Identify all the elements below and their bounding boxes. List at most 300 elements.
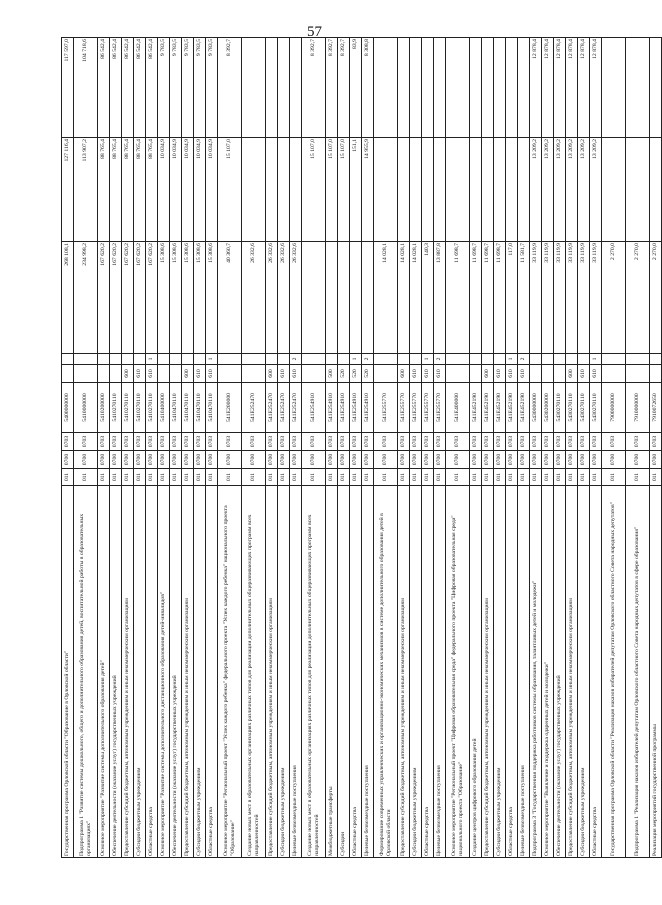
subsection-code-cell: 0703 (110, 433, 122, 451)
source-code-cell (122, 354, 134, 365)
ministry-code-cell: 011 (74, 469, 98, 486)
ministry-code-cell: 011 (398, 469, 410, 486)
subsection-code-cell: 0703 (494, 433, 506, 451)
item-name-cell: Предоставление субсидий бюджетным, автономным учреждениям и иным некоммерческим организациям (266, 486, 278, 858)
amount-2020-cell: 2 270,0 (626, 242, 650, 354)
expense-type-code-cell: 600 (482, 365, 494, 383)
ministry-code-cell: 011 (122, 469, 134, 486)
expense-type-code-cell (302, 365, 326, 383)
item-name-cell: Основное мероприятие "Выявление и поддержка одаренных детей и молодежи" (542, 486, 554, 858)
ministry-code-cell: 011 (518, 469, 530, 486)
table-row (578, 38, 590, 858)
amount-2020-cell: 11 698,7 (470, 242, 482, 354)
expense-type-code-cell (62, 365, 74, 383)
item-name-cell: Межбюджетные трансферты (326, 486, 338, 858)
target-article-code-cell: 7910072650 (650, 383, 662, 433)
amount-2022-cell: 86 542,4 (98, 38, 110, 138)
target-article-code-cell: 541E255770 (410, 383, 422, 433)
subsection-code-cell: 0703 (338, 433, 350, 451)
amount-2020-cell: 167 620,2 (98, 242, 110, 354)
ministry-code-cell: 011 (542, 469, 554, 486)
expense-type-code-cell: 600 (398, 365, 410, 383)
source-code-cell: 2 (290, 354, 302, 365)
section-code-cell: 0700 (206, 451, 218, 469)
amount-2021-cell (506, 138, 518, 242)
table-row (482, 38, 494, 858)
subsection-code-cell: 0703 (530, 433, 542, 451)
item-name-cell: Областные средства (206, 486, 218, 858)
target-article-code-cell: 541E452190 (470, 383, 482, 433)
amount-2020-cell: 33 119,9 (530, 242, 542, 354)
section-code-cell: 0700 (218, 451, 242, 469)
section-code-cell: 0700 (410, 451, 422, 469)
amount-2021-cell: 13 209,2 (554, 138, 566, 242)
table-row (146, 38, 158, 858)
amount-2021-cell: 15 107,0 (326, 138, 338, 242)
amount-2022-cell: 86 542,4 (146, 38, 158, 138)
amount-2020-cell: 117,0 (506, 242, 518, 354)
table-row (110, 38, 122, 858)
ministry-code-cell: 011 (590, 469, 602, 486)
source-code-cell (398, 354, 410, 365)
item-name-cell: Субсидии (338, 486, 350, 858)
source-code-cell (470, 354, 482, 365)
target-article-code-cell: 5430000000 (530, 383, 542, 433)
target-article-code-cell: 5410470110 (194, 383, 206, 433)
ministry-code-cell: 011 (278, 469, 290, 486)
amount-2022-cell (506, 38, 518, 138)
table-row (626, 38, 650, 858)
section-code-cell: 0700 (626, 451, 650, 469)
subsection-code-cell: 0703 (602, 433, 626, 451)
amount-2022-cell (410, 38, 422, 138)
table-row (158, 38, 170, 858)
table-row (278, 38, 290, 858)
ministry-code-cell: 011 (266, 469, 278, 486)
subsection-code-cell: 0703 (182, 433, 194, 451)
subsection-code-cell: 0703 (362, 433, 374, 451)
amount-2021-cell: 151,1 (350, 138, 362, 242)
amount-2020-cell: 167 620,2 (134, 242, 146, 354)
section-code-cell: 0700 (326, 451, 338, 469)
amount-2021-cell: 88 765,4 (146, 138, 158, 242)
item-name-cell: Обеспечение деятельности (оказание услуг) государственных учреждений (170, 486, 182, 858)
section-code-cell: 0700 (578, 451, 590, 469)
table-row (566, 38, 578, 858)
amount-2020-cell: 33 119,9 (566, 242, 578, 354)
expense-type-code-cell (74, 365, 98, 383)
amount-2020-cell (326, 242, 338, 354)
expense-type-code-cell (374, 365, 398, 383)
expense-type-code-cell: 610 (278, 365, 290, 383)
amount-2020-cell: 14 028,1 (374, 242, 398, 354)
table-row (326, 38, 338, 858)
ministry-code-cell: 011 (566, 469, 578, 486)
ministry-code-cell: 011 (410, 469, 422, 486)
table-row (602, 38, 626, 858)
target-article-code-cell: 5400000000 (62, 383, 74, 433)
section-code-cell: 0700 (494, 451, 506, 469)
item-name-cell: Целевые безвозмездные поступления (518, 486, 530, 858)
amount-2022-cell (374, 38, 398, 138)
amount-2022-cell: 9 783,5 (206, 38, 218, 138)
expense-type-code-cell: 610 (434, 365, 446, 383)
item-name-cell: Подпрограмма 1 "Развитие системы дошкольного, общего и дополнительного образования детей, воспитательной работы в образовательных организациях" (74, 486, 98, 858)
section-code-cell: 0700 (110, 451, 122, 469)
amount-2021-cell (494, 138, 506, 242)
expense-type-code-cell (170, 365, 182, 383)
amount-2020-cell: 11 698,7 (494, 242, 506, 354)
subsection-code-cell: 0703 (446, 433, 470, 451)
amount-2021-cell (446, 138, 470, 242)
section-code-cell: 0700 (530, 451, 542, 469)
subsection-code-cell: 0703 (158, 433, 170, 451)
amount-2020-cell: 15 308,6 (194, 242, 206, 354)
amount-2021-cell: 113 907,2 (74, 138, 98, 242)
amount-2022-cell (278, 38, 290, 138)
amount-2020-cell: 26 332,6 (290, 242, 302, 354)
expense-type-code-cell (542, 365, 554, 383)
amount-2021-cell: 14 955,9 (362, 138, 374, 242)
amount-2020-cell (350, 242, 362, 354)
amount-2021-cell (290, 138, 302, 242)
amount-2020-cell: 167 620,2 (110, 242, 122, 354)
ministry-code-cell: 011 (626, 469, 650, 486)
section-code-cell: 0700 (98, 451, 110, 469)
target-article-code-cell: 541E255770 (422, 383, 434, 433)
ministry-code-cell: 011 (218, 469, 242, 486)
section-code-cell: 0700 (398, 451, 410, 469)
subsection-code-cell: 0703 (422, 433, 434, 451)
amount-2021-cell: 13 209,2 (566, 138, 578, 242)
target-article-code-cell: 5430270110 (578, 383, 590, 433)
amount-2022-cell (494, 38, 506, 138)
source-code-cell (302, 354, 326, 365)
amount-2021-cell: 13 209,2 (530, 138, 542, 242)
subsection-code-cell: 0703 (350, 433, 362, 451)
table-row (542, 38, 554, 858)
expense-type-code-cell (554, 365, 566, 383)
expense-type-code-cell (242, 365, 266, 383)
amount-2021-cell: 10 034,9 (170, 138, 182, 242)
amount-2021-cell: 13 209,2 (578, 138, 590, 242)
amount-2020-cell: 26 332,6 (242, 242, 266, 354)
source-code-cell (326, 354, 338, 365)
item-name-cell: Предоставление субсидий бюджетным, автономным учреждениям и иным некоммерческим организациям (566, 486, 578, 858)
source-code-cell (338, 354, 350, 365)
source-code-cell (530, 354, 542, 365)
item-name-cell: Субсидии бюджетным учреждениям (134, 486, 146, 858)
amount-2022-cell (446, 38, 470, 138)
item-name-cell: Предоставление субсидий бюджетным, автономным учреждениям и иным некоммерческим организациям (122, 486, 134, 858)
ministry-code-cell: 011 (326, 469, 338, 486)
target-article-code-cell: 5410270110 (134, 383, 146, 433)
expense-type-code-cell: 610 (578, 365, 590, 383)
amount-2020-cell: 26 332,6 (278, 242, 290, 354)
subsection-code-cell: 0703 (470, 433, 482, 451)
item-name-cell: Обеспечение деятельности (оказание услуг) государственных учреждений (554, 486, 566, 858)
amount-2022-cell (482, 38, 494, 138)
subsection-code-cell: 0703 (62, 433, 74, 451)
section-code-cell: 0700 (518, 451, 530, 469)
amount-2022-cell: 117 597,0 (62, 38, 74, 138)
table-row (494, 38, 506, 858)
expense-type-code-cell: 520 (338, 365, 350, 383)
section-code-cell: 0700 (158, 451, 170, 469)
amount-2022-cell: 12 878,4 (554, 38, 566, 138)
table-row (194, 38, 206, 858)
amount-2022-cell: 12 878,4 (542, 38, 554, 138)
amount-2021-cell: 10 034,9 (206, 138, 218, 242)
expense-type-code-cell (602, 365, 626, 383)
section-code-cell: 0700 (266, 451, 278, 469)
amount-2021-cell: 13 209,2 (542, 138, 554, 242)
expense-type-code-cell: 610 (518, 365, 530, 383)
ministry-code-cell: 011 (530, 469, 542, 486)
section-code-cell: 0700 (338, 451, 350, 469)
table-row (422, 38, 434, 858)
source-code-cell (194, 354, 206, 365)
amount-2020-cell: 11 698,7 (446, 242, 470, 354)
ministry-code-cell: 011 (158, 469, 170, 486)
amount-2022-cell (242, 38, 266, 138)
table-row (350, 38, 362, 858)
table-row (98, 38, 110, 858)
ministry-code-cell: 011 (194, 469, 206, 486)
subsection-code-cell: 0703 (626, 433, 650, 451)
item-name-cell: Основное мероприятие "Развитие системы дополнительного образования детей" (98, 486, 110, 858)
page-number: 57 (307, 24, 322, 40)
amount-2022-cell (650, 38, 662, 138)
ministry-code-cell: 011 (362, 469, 374, 486)
table-row (410, 38, 422, 858)
item-name-cell: Субсидии бюджетным учреждениям (194, 486, 206, 858)
table-row (266, 38, 278, 858)
subsection-code-cell: 0703 (506, 433, 518, 451)
budget-table-container (61, 38, 659, 858)
expense-type-code-cell (218, 365, 242, 383)
item-name-cell: Подпрограмма 3 "Государственная поддержка работников системы образования, талантливых детей и молодежи" (530, 486, 542, 858)
amount-2021-cell: 127 116,4 (62, 138, 74, 242)
amount-2021-cell: 15 107,0 (302, 138, 326, 242)
amount-2020-cell: 11 581,7 (518, 242, 530, 354)
expense-type-code-cell: 520 (350, 365, 362, 383)
item-name-cell: Государственная программа Орловской области "Реализация наказов избирателей депутатам Орловского областного Совета народных депутатов" (602, 486, 626, 858)
table-row (374, 38, 398, 858)
amount-2020-cell: 268 108,1 (62, 242, 74, 354)
item-name-cell: Основное мероприятие "Развитие системы дополнительного дистанционного образования детей-инвалидов" (158, 486, 170, 858)
table-row (650, 38, 662, 858)
section-code-cell: 0700 (278, 451, 290, 469)
table-row (170, 38, 182, 858)
expense-type-code-cell: 610 (206, 365, 218, 383)
subsection-code-cell: 0703 (482, 433, 494, 451)
expense-type-code-cell: 520 (362, 365, 374, 383)
section-code-cell: 0700 (554, 451, 566, 469)
source-code-cell (542, 354, 554, 365)
amount-2020-cell: 15 308,6 (182, 242, 194, 354)
section-code-cell: 0700 (650, 451, 662, 469)
target-article-code-cell: 5410000000 (74, 383, 98, 433)
amount-2021-cell: 15 107,0 (218, 138, 242, 242)
item-name-cell: Предоставление субсидий бюджетным, автономным учреждениям и иным некоммерческим организациям (482, 486, 494, 858)
table-row (518, 38, 530, 858)
item-name-cell: Формирование современных управленческих и организационно-экономических механизмов в системе дополнительного образования детей в Орловской области (374, 486, 398, 858)
subsection-code-cell: 0703 (134, 433, 146, 451)
table-row (506, 38, 518, 858)
amount-2020-cell: 167 620,2 (146, 242, 158, 354)
source-code-cell (374, 354, 398, 365)
source-code-cell: 2 (362, 354, 374, 365)
amount-2020-cell (338, 242, 350, 354)
item-name-cell: Предоставление субсидий бюджетным, автономным учреждениям и иным некоммерческим организациям (182, 486, 194, 858)
item-name-cell: Целевые безвозмездные поступления (290, 486, 302, 858)
amount-2022-cell: 104 718,6 (74, 38, 98, 138)
source-code-cell (446, 354, 470, 365)
amount-2022-cell: 8 392,7 (218, 38, 242, 138)
target-article-code-cell: 541E255770 (374, 383, 398, 433)
target-article-code-cell: 7900000000 (602, 383, 626, 433)
source-code-cell: 1 (422, 354, 434, 365)
amount-2022-cell (602, 38, 626, 138)
expense-type-code-cell: 610 (590, 365, 602, 383)
ministry-code-cell: 011 (422, 469, 434, 486)
section-code-cell: 0700 (590, 451, 602, 469)
expense-type-code-cell: 600 (566, 365, 578, 383)
source-code-cell (578, 354, 590, 365)
item-name-cell: Подпрограмма 1 "Реализация наказов избирателей депутатам Орловского областного Совета народных депутатов в сфере образования" (626, 486, 650, 858)
subsection-code-cell: 0703 (434, 433, 446, 451)
target-article-code-cell: 7910000000 (626, 383, 650, 433)
expense-type-code-cell (98, 365, 110, 383)
ministry-code-cell: 011 (506, 469, 518, 486)
target-article-code-cell: 541E452190 (506, 383, 518, 433)
section-code-cell: 0700 (62, 451, 74, 469)
amount-2020-cell: 2 270,0 (602, 242, 626, 354)
section-code-cell: 0700 (566, 451, 578, 469)
source-code-cell (554, 354, 566, 365)
source-code-cell (494, 354, 506, 365)
section-code-cell: 0700 (482, 451, 494, 469)
ministry-code-cell: 011 (182, 469, 194, 486)
section-code-cell: 0700 (350, 451, 362, 469)
amount-2020-cell: 33 119,9 (578, 242, 590, 354)
amount-2022-cell: 9 783,5 (158, 38, 170, 138)
section-code-cell: 0700 (362, 451, 374, 469)
subsection-code-cell: 0703 (650, 433, 662, 451)
target-article-code-cell: 5430270110 (554, 383, 566, 433)
expense-type-code-cell (650, 365, 662, 383)
target-article-code-cell: 5410470110 (206, 383, 218, 433)
target-article-code-cell: 541E255770 (434, 383, 446, 433)
ministry-code-cell: 011 (290, 469, 302, 486)
amount-2022-cell: 12 878,4 (578, 38, 590, 138)
amount-2021-cell (410, 138, 422, 242)
ministry-code-cell: 011 (470, 469, 482, 486)
amount-2022-cell: 86 542,4 (110, 38, 122, 138)
amount-2021-cell: 88 765,4 (122, 138, 134, 242)
amount-2021-cell (518, 138, 530, 242)
expense-type-code-cell: 610 (506, 365, 518, 383)
subsection-code-cell: 0703 (566, 433, 578, 451)
subsection-code-cell: 0703 (578, 433, 590, 451)
amount-2022-cell: 83,9 (350, 38, 362, 138)
subsection-code-cell: 0703 (266, 433, 278, 451)
section-code-cell: 0700 (242, 451, 266, 469)
amount-2021-cell (650, 138, 662, 242)
expense-type-code-cell: 610 (290, 365, 302, 383)
source-code-cell (242, 354, 266, 365)
amount-2021-cell: 15 107,0 (338, 138, 350, 242)
source-code-cell (158, 354, 170, 365)
table-row (62, 38, 74, 858)
amount-2021-cell: 10 034,9 (182, 138, 194, 242)
amount-2021-cell (434, 138, 446, 242)
amount-2020-cell: 13 887,8 (434, 242, 446, 354)
expense-type-code-cell: 500 (326, 365, 338, 383)
target-article-code-cell: 5410470110 (170, 383, 182, 433)
table-row (242, 38, 266, 858)
subsection-code-cell: 0703 (374, 433, 398, 451)
ministry-code-cell: 011 (302, 469, 326, 486)
source-code-cell (218, 354, 242, 365)
target-article-code-cell: 541E452190 (518, 383, 530, 433)
amount-2020-cell: 26 332,6 (266, 242, 278, 354)
section-code-cell: 0700 (602, 451, 626, 469)
section-code-cell: 0700 (470, 451, 482, 469)
expense-type-code-cell: 610 (134, 365, 146, 383)
subsection-code-cell: 0703 (302, 433, 326, 451)
target-article-code-cell: 5410270110 (122, 383, 134, 433)
table-row (554, 38, 566, 858)
source-code-cell (182, 354, 194, 365)
item-name-cell: Областные средства (146, 486, 158, 858)
item-name-cell: Реализация мероприятий государственной программы (650, 486, 662, 858)
source-code-cell (74, 354, 98, 365)
item-name-cell: Субсидии бюджетным учреждениям (578, 486, 590, 858)
amount-2022-cell: 9 783,5 (194, 38, 206, 138)
ministry-code-cell: 011 (62, 469, 74, 486)
amount-2021-cell (470, 138, 482, 242)
amount-2021-cell (482, 138, 494, 242)
subsection-code-cell: 0703 (518, 433, 530, 451)
amount-2022-cell: 86 542,4 (134, 38, 146, 138)
amount-2022-cell (290, 38, 302, 138)
source-code-cell (62, 354, 74, 365)
item-name-cell: Обеспечение деятельности (оказание услуг) государственных учреждений (110, 486, 122, 858)
target-article-code-cell: 5410270110 (110, 383, 122, 433)
amount-2020-cell: 33 119,9 (542, 242, 554, 354)
target-article-code-cell: 541E254910 (302, 383, 326, 433)
table-row (338, 38, 350, 858)
subsection-code-cell: 0703 (98, 433, 110, 451)
ministry-code-cell: 011 (134, 469, 146, 486)
source-code-cell: 1 (206, 354, 218, 365)
subsection-code-cell: 0703 (218, 433, 242, 451)
source-code-cell (98, 354, 110, 365)
ministry-code-cell: 011 (242, 469, 266, 486)
source-code-cell (266, 354, 278, 365)
expense-type-code-cell: 600 (266, 365, 278, 383)
amount-2020-cell: 15 308,6 (206, 242, 218, 354)
amount-2021-cell (626, 138, 650, 242)
target-article-code-cell: 541E252470 (290, 383, 302, 433)
amount-2021-cell (266, 138, 278, 242)
amount-2021-cell (242, 138, 266, 242)
amount-2021-cell (374, 138, 398, 242)
ministry-code-cell: 011 (146, 469, 158, 486)
target-article-code-cell: 5430270110 (590, 383, 602, 433)
